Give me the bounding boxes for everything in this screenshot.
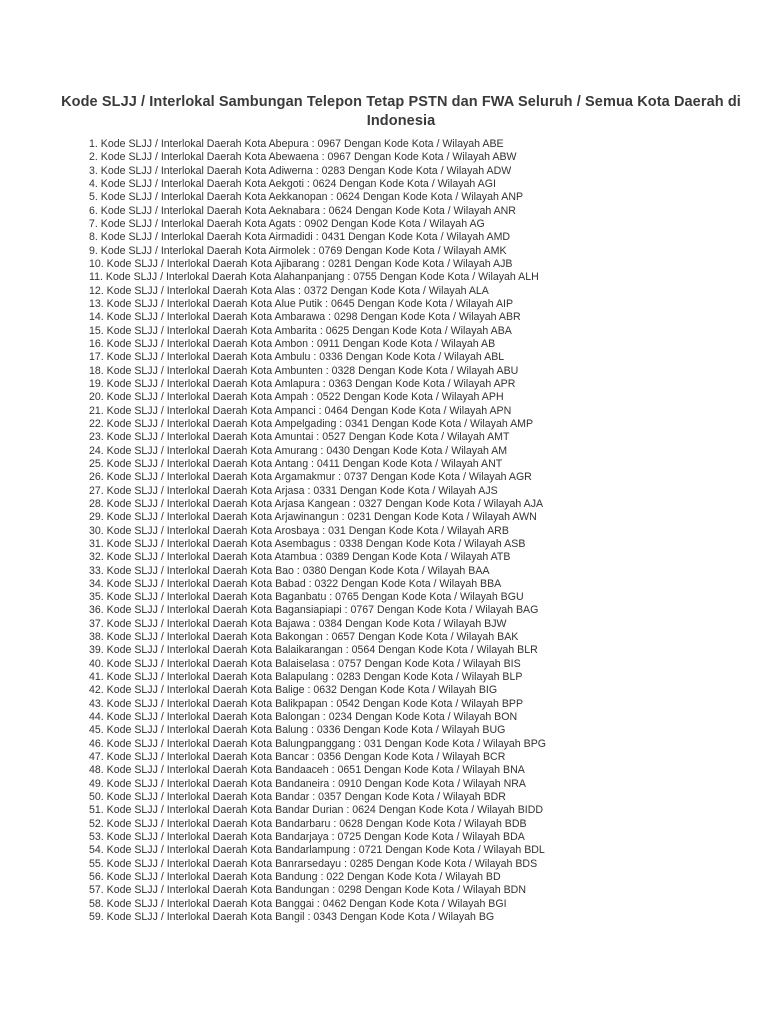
list-item: 37. Kode SLJJ / Interlokal Daerah Kota Bajawa : 0384 Dengan Kode Kota / Wilayah BJW — [89, 617, 507, 630]
list-item: 15. Kode SLJJ / Interlokal Daerah Kota Ambarita : 0625 Dengan Kode Kota / Wilayah ABA — [89, 324, 512, 337]
list-item: 38. Kode SLJJ / Interlokal Daerah Kota Bakongan : 0657 Dengan Kode Kota / Wilayah BAK — [89, 631, 519, 644]
list-item: 25. Kode SLJJ / Interlokal Daerah Kota Antang : 0411 Dengan Kode Kota / Wilayah ANT — [89, 457, 503, 470]
list-item: 35. Kode SLJJ / Interlokal Daerah Kota Baganbatu : 0765 Dengan Kode Kota / Wilayah BGU — [89, 591, 524, 604]
list-item: 50. Kode SLJJ / Interlokal Daerah Kota Bandar : 0357 Dengan Kode Kota / Wilayah BDR — [89, 791, 506, 804]
list-item: 7. Kode SLJJ / Interlokal Daerah Kota Agats : 0902 Dengan Kode Kota / Wilayah AG — [89, 217, 485, 230]
list-item: 59. Kode SLJJ / Interlokal Daerah Kota Bangil : 0343 Dengan Kode Kota / Wilayah BG — [89, 911, 495, 924]
document-title: Kode SLJJ / Interlokal Sambungan Telepon Tetap PSTN dan FWA Seluruh / Semua Kota Daerah di Indonesia — [61, 94, 741, 129]
list-item: 44. Kode SLJJ / Interlokal Daerah Kota Balongan : 0234 Dengan Kode Kota / Wilayah BON — [89, 711, 518, 724]
list-item: 40. Kode SLJJ / Interlokal Daerah Kota Balaiselasa : 0757 Dengan Kode Kota / Wilayah BIS — [89, 657, 521, 670]
list-item: 14. Kode SLJJ / Interlokal Daerah Kota Ambarawa : 0298 Dengan Kode Kota / Wilayah ABR — [89, 311, 521, 324]
list-item: 16. Kode SLJJ / Interlokal Daerah Kota Ambon : 0911 Dengan Kode Kota / Wilayah AB — [89, 337, 496, 350]
list-item: 23. Kode SLJJ / Interlokal Daerah Kota Amuntai : 0527 Dengan Kode Kota / Wilayah AMT — [89, 431, 510, 444]
list-item: 30. Kode SLJJ / Interlokal Daerah Kota Arosbaya : 031 Dengan Kode Kota / Wilayah ARB — [89, 524, 509, 537]
list-item: 52. Kode SLJJ / Interlokal Daerah Kota Bandarbaru : 0628 Dengan Kode Kota / Wilayah BDB — [89, 817, 527, 830]
list-item: 10. Kode SLJJ / Interlokal Daerah Kota Ajibarang : 0281 Dengan Kode Kota / Wilayah AJB — [89, 257, 513, 270]
list-item: 13. Kode SLJJ / Interlokal Daerah Kota Alue Putik : 0645 Dengan Kode Kota / Wilayah AIP — [89, 297, 514, 310]
list-item: 34. Kode SLJJ / Interlokal Daerah Kota Babad : 0322 Dengan Kode Kota / Wilayah BBA — [89, 577, 502, 590]
list-item: 58. Kode SLJJ / Interlokal Daerah Kota Banggai : 0462 Dengan Kode Kota / Wilayah BGI — [89, 897, 507, 910]
list-item: 32. Kode SLJJ / Interlokal Daerah Kota Atambua : 0389 Dengan Kode Kota / Wilayah ATB — [89, 551, 511, 564]
list-item: 54. Kode SLJJ / Interlokal Daerah Kota Bandarlampung : 0721 Dengan Kode Kota / Wilayah BDL — [89, 844, 545, 857]
list-item: 39. Kode SLJJ / Interlokal Daerah Kota Balaikarangan : 0564 Dengan Kode Kota / Wilayah BLR — [89, 644, 538, 657]
list-item: 31. Kode SLJJ / Interlokal Daerah Kota Asembagus : 0338 Dengan Kode Kota / Wilayah ASB — [89, 537, 526, 550]
list-item: 4. Kode SLJJ / Interlokal Daerah Kota Aekgoti : 0624 Dengan Kode Kota / Wilayah AGI — [89, 177, 496, 190]
list-item: 47. Kode SLJJ / Interlokal Daerah Kota Bancar : 0356 Dengan Kode Kota / Wilayah BCR — [89, 751, 506, 764]
list-item: 24. Kode SLJJ / Interlokal Daerah Kota Amurang : 0430 Dengan Kode Kota / Wilayah AM — [89, 444, 508, 457]
list-item: 19. Kode SLJJ / Interlokal Daerah Kota Amlapura : 0363 Dengan Kode Kota / Wilayah APR — [89, 377, 516, 390]
list-item: 33. Kode SLJJ / Interlokal Daerah Kota Bao : 0380 Dengan Kode Kota / Wilayah BAA — [89, 564, 490, 577]
list-item: 11. Kode SLJJ / Interlokal Daerah Kota Alahanpanjang : 0755 Dengan Kode Kota / Wilayah ALH — [89, 271, 539, 284]
list-item: 53. Kode SLJJ / Interlokal Daerah Kota Bandarjaya : 0725 Dengan Kode Kota / Wilayah BDA — [89, 831, 525, 844]
list-item: 55. Kode SLJJ / Interlokal Daerah Kota Banrarsedayu : 0285 Dengan Kode Kota / Wilayah BDS — [89, 857, 538, 870]
list-item: 22. Kode SLJJ / Interlokal Daerah Kota Ampelgading : 0341 Dengan Kode Kota / Wilayah AMP — [89, 417, 534, 430]
list-item: 46. Kode SLJJ / Interlokal Daerah Kota Balungpanggang : 031 Dengan Kode Kota / Wilayah BPG — [89, 737, 547, 750]
list-item: 28. Kode SLJJ / Interlokal Daerah Kota Arjasa Kangean : 0327 Dengan Kode Kota / Wilayah AJA — [89, 497, 544, 510]
list-item: 51. Kode SLJJ / Interlokal Daerah Kota Bandar Durian : 0624 Dengan Kode Kota / Wilayah BIDD — [89, 804, 544, 817]
list-item: 8. Kode SLJJ / Interlokal Daerah Kota Airmadidi : 0431 Dengan Kode Kota / Wilayah AMD — [89, 231, 511, 244]
list-item: 17. Kode SLJJ / Interlokal Daerah Kota Ambulu : 0336 Dengan Kode Kota / Wilayah ABL — [89, 351, 505, 364]
area-code-list — [89, 138, 739, 924]
list-item: 18. Kode SLJJ / Interlokal Daerah Kota Ambunten : 0328 Dengan Kode Kota / Wilayah ABU — [89, 364, 519, 377]
list-item: 5. Kode SLJJ / Interlokal Daerah Kota Aekkanopan : 0624 Dengan Kode Kota / Wilayah ANP — [89, 191, 524, 204]
list-item: 41. Kode SLJJ / Interlokal Daerah Kota Balapulang : 0283 Dengan Kode Kota / Wilayah BLP — [89, 671, 523, 684]
list-item: 21. Kode SLJJ / Interlokal Daerah Kota Ampanci : 0464 Dengan Kode Kota / Wilayah APN — [89, 404, 512, 417]
list-item: 6. Kode SLJJ / Interlokal Daerah Kota Aeknabara : 0624 Dengan Kode Kota / Wilayah ANR — [89, 204, 516, 217]
list-item: 12. Kode SLJJ / Interlokal Daerah Kota Alas : 0372 Dengan Kode Kota / Wilayah ALA — [89, 284, 489, 297]
list-item: 42. Kode SLJJ / Interlokal Daerah Kota Balige : 0632 Dengan Kode Kota / Wilayah BIG — [89, 684, 498, 697]
list-item: 49. Kode SLJJ / Interlokal Daerah Kota Bandaneira : 0910 Dengan Kode Kota / Wilayah NRA — [89, 777, 526, 790]
list-item: 48. Kode SLJJ / Interlokal Daerah Kota Bandaaceh : 0651 Dengan Kode Kota / Wilayah BNA — [89, 764, 525, 777]
list-item: 20. Kode SLJJ / Interlokal Daerah Kota Ampah : 0522 Dengan Kode Kota / Wilayah APH — [89, 391, 504, 404]
list-item: 56. Kode SLJJ / Interlokal Daerah Kota Bandung : 022 Dengan Kode Kota / Wilayah BD — [89, 871, 501, 884]
list-item: 1. Kode SLJJ / Interlokal Daerah Kota Abepura : 0967 Dengan Kode Kota / Wilayah ABE — [89, 138, 504, 150]
list-item: 3. Kode SLJJ / Interlokal Daerah Kota Adiwerna : 0283 Dengan Kode Kota / Wilayah ADW — [89, 164, 512, 177]
list-item: 27. Kode SLJJ / Interlokal Daerah Kota Arjasa : 0331 Dengan Kode Kota / Wilayah AJS — [89, 484, 498, 497]
list-item: 26. Kode SLJJ / Interlokal Daerah Kota Argamakmur : 0737 Dengan Kode Kota / Wilayah AGR — [89, 471, 532, 484]
list-item: 57. Kode SLJJ / Interlokal Daerah Kota Bandungan : 0298 Dengan Kode Kota / Wilayah BDN — [89, 884, 526, 897]
list-item: 43. Kode SLJJ / Interlokal Daerah Kota Balikpapan : 0542 Dengan Kode Kota / Wilayah BPP — [89, 697, 524, 710]
list-item: 2. Kode SLJJ / Interlokal Daerah Kota Abewaena : 0967 Dengan Kode Kota / Wilayah ABW — [89, 151, 517, 164]
list-item: 9. Kode SLJJ / Interlokal Daerah Kota Airmolek : 0769 Dengan Kode Kota / Wilayah AMK — [89, 244, 507, 257]
list-item: 36. Kode SLJJ / Interlokal Daerah Kota Bagansiapiapi : 0767 Dengan Kode Kota / Wilayah BAG — [89, 604, 539, 617]
list-item: 45. Kode SLJJ / Interlokal Daerah Kota Balung : 0336 Dengan Kode Kota / Wilayah BUG — [89, 724, 506, 737]
list-item: 29. Kode SLJJ / Interlokal Daerah Kota Arjawinangun : 0231 Dengan Kode Kota / Wilayah AWN — [89, 511, 537, 524]
